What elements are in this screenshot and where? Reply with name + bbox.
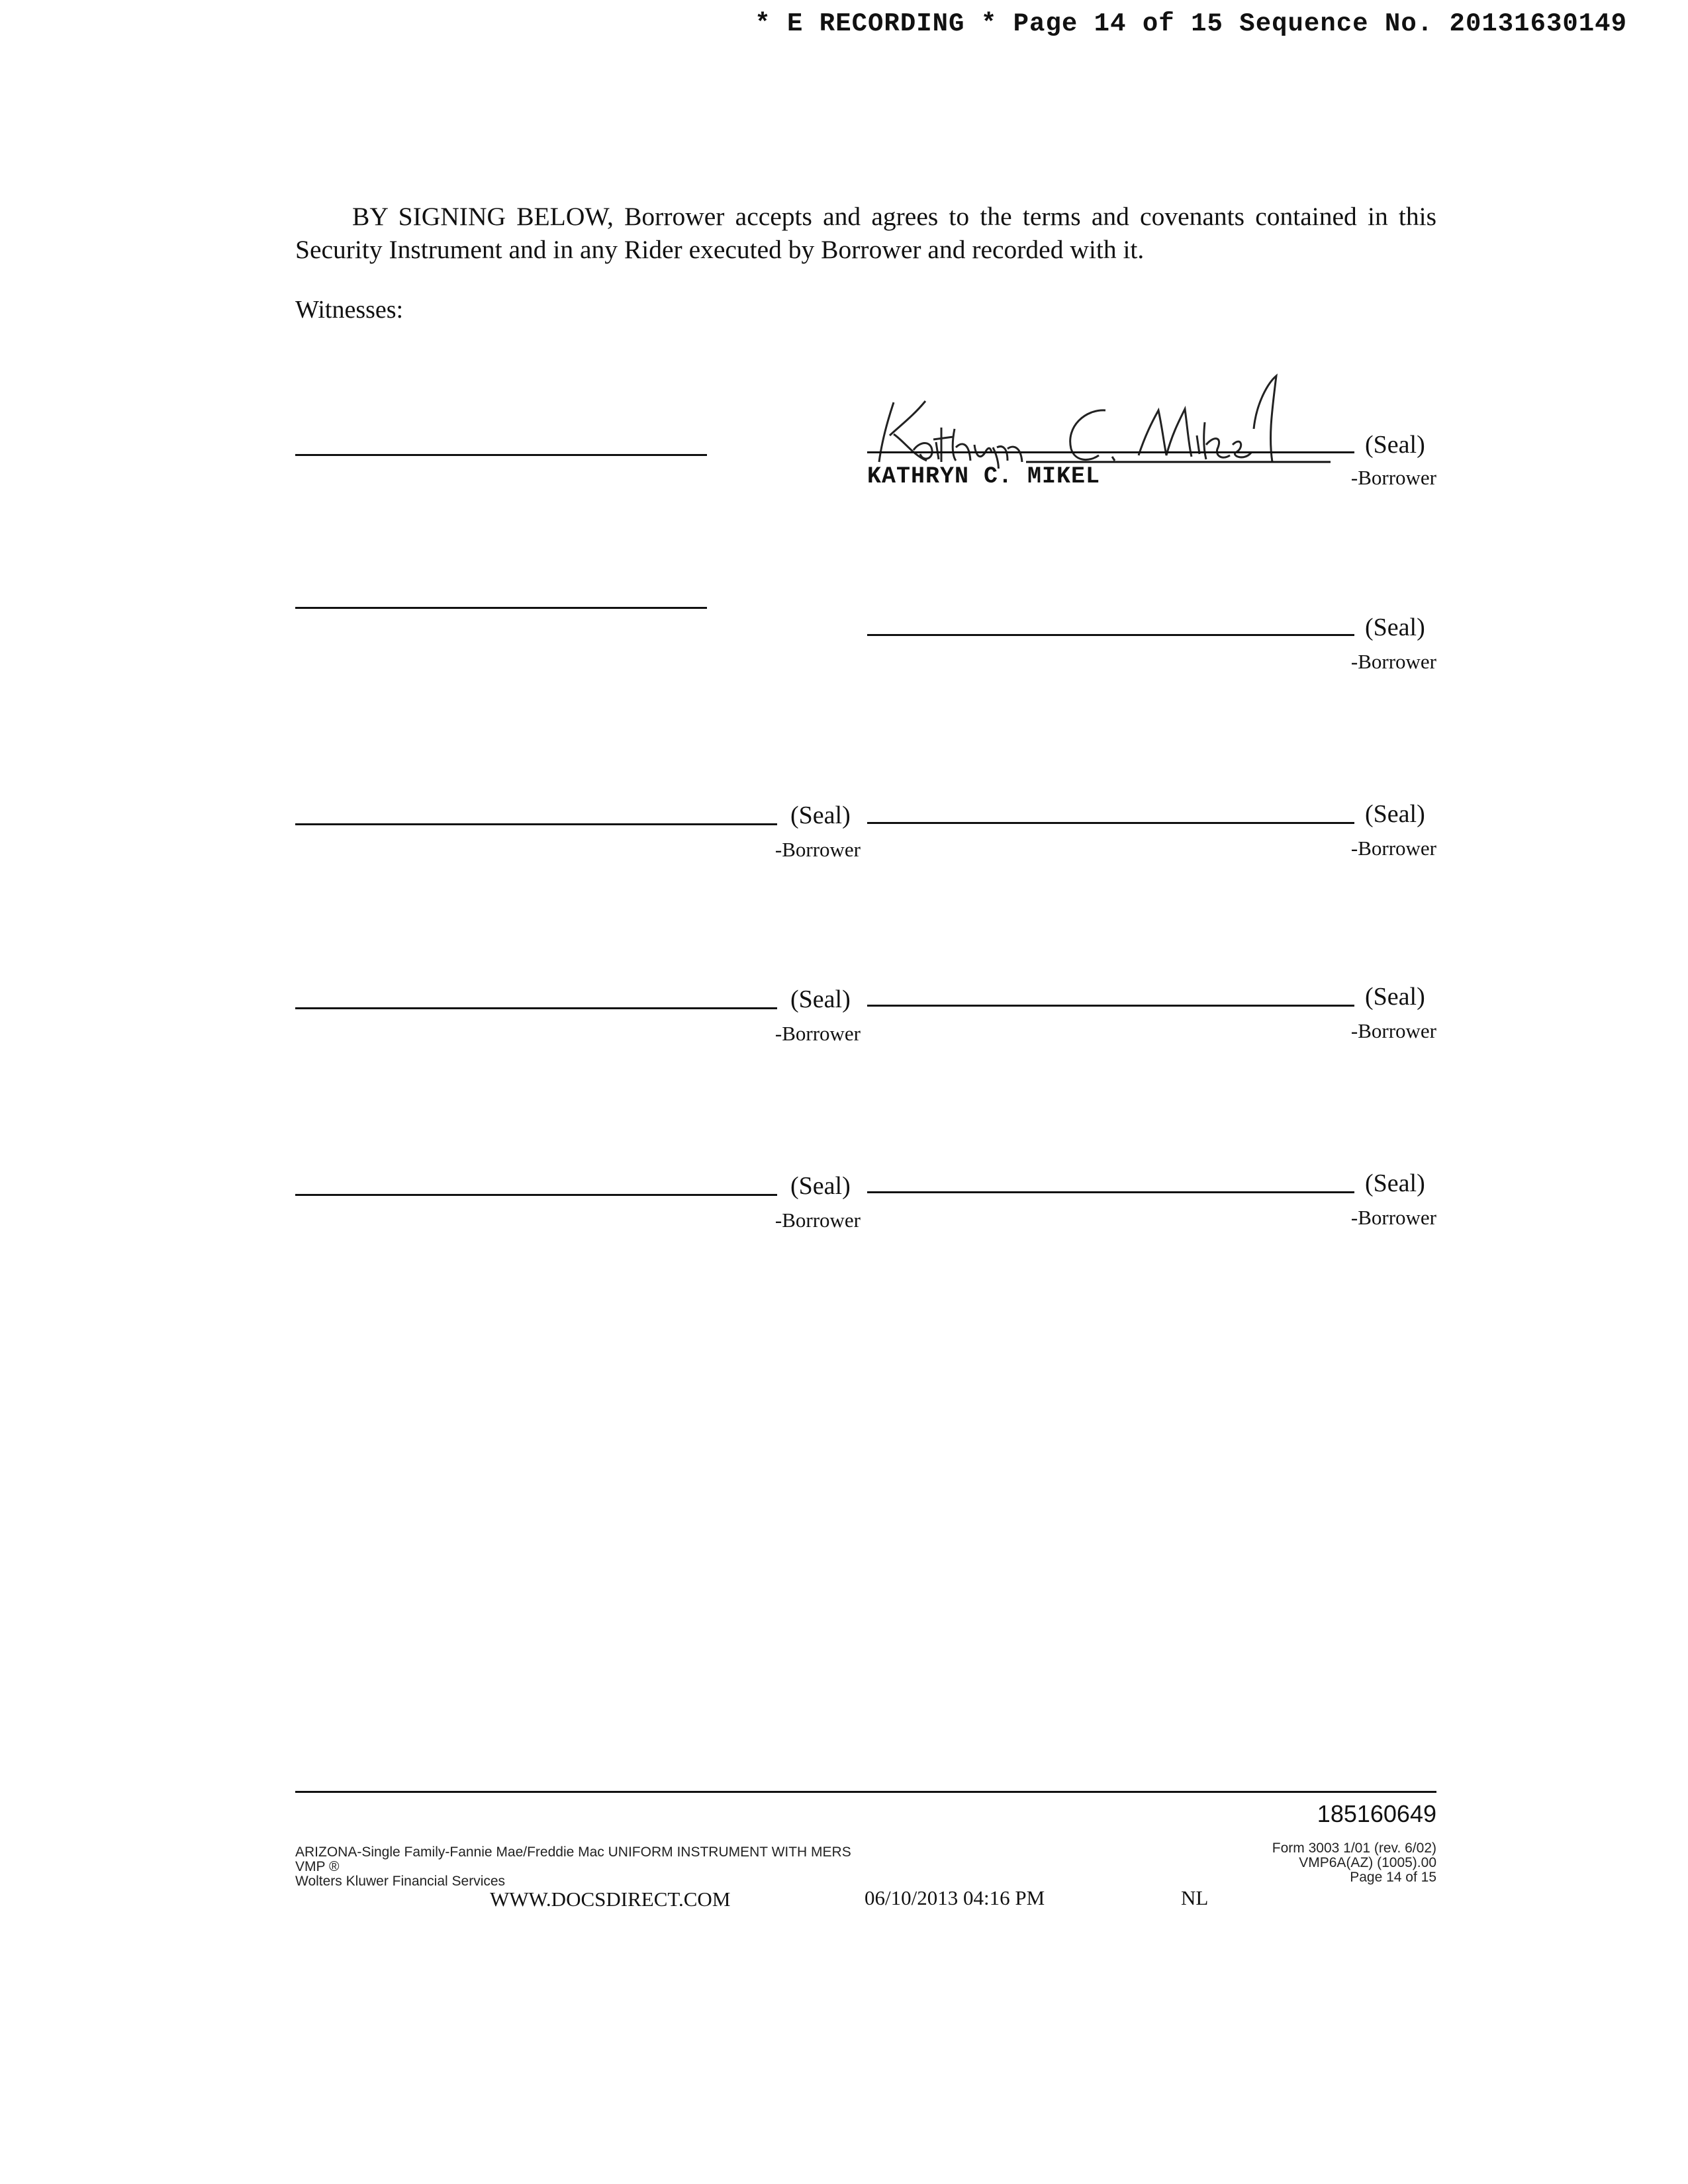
borrower-signature-line-3 — [295, 823, 777, 825]
borrower-role-label: -Borrower — [1350, 650, 1436, 673]
form-info-right — [1272, 1841, 1436, 1885]
borrower-role-label: -Borrower — [1350, 837, 1436, 860]
seal-label: (Seal) — [790, 801, 851, 829]
borrower-signature-line-5 — [295, 1007, 777, 1009]
witnesses-label: Witnesses: — [295, 296, 404, 324]
publisher: Wolters Kluwer Financial Services — [295, 1874, 506, 1889]
form-number: Form 3003 1/01 (rev. 6/02) — [1272, 1841, 1436, 1856]
form-info-left — [295, 1845, 851, 1889]
seal-label: (Seal) — [790, 1172, 851, 1200]
form-code: VMP6A(AZ) (1005).00 — [1299, 1855, 1436, 1870]
seal-label: (Seal) — [1365, 614, 1425, 641]
print-datetime: 06/10/2013 04:16 PM — [865, 1886, 1045, 1909]
borrower-signature-line-6 — [867, 1005, 1354, 1007]
seal-label: (Seal) — [1365, 800, 1425, 828]
initials: NL — [1181, 1886, 1209, 1909]
borrower-signature-line-7 — [295, 1194, 777, 1196]
seal-label: (Seal) — [1365, 983, 1425, 1011]
form-title: ARIZONA-Single Family-Fannie Mae/Freddie Mac UNIFORM INSTRUMENT WITH MERS — [295, 1844, 851, 1860]
seal-label: (Seal) — [1365, 431, 1425, 459]
borrower-role-label: -Borrower — [1350, 466, 1436, 489]
page-number: Page 14 of 15 — [1350, 1870, 1436, 1885]
footer-rule — [295, 1791, 1436, 1793]
borrower-role-label: -Borrower — [774, 1208, 861, 1232]
seal-label: (Seal) — [790, 985, 851, 1013]
borrower-signature-line-2 — [867, 634, 1354, 636]
borrower-signature-line-4 — [867, 822, 1354, 824]
website: WWW.DOCSDIRECT.COM — [490, 1888, 731, 1911]
borrower-role-label: -Borrower — [1350, 1019, 1436, 1042]
borrower-signature-line-8 — [867, 1191, 1354, 1193]
loan-number: 185160649 — [1317, 1800, 1436, 1827]
borrower-signature-line-1 — [867, 451, 1354, 453]
borrower-role-label: -Borrower — [774, 1022, 861, 1045]
borrower-role-label: -Borrower — [1350, 1206, 1436, 1229]
vmp-mark: VMP ® — [295, 1859, 340, 1874]
witness-line-2 — [295, 607, 707, 609]
borrower-name: KATHRYN C. MIKEL — [867, 463, 1101, 490]
seal-label: (Seal) — [1365, 1169, 1425, 1197]
signing-statement: BY SIGNING BELOW, Borrower accepts and agrees to the terms and covenants contained in this Security Instrument and in any Rider executed by Borrower and recorded with it. — [295, 202, 1436, 264]
witness-line-1 — [295, 454, 707, 456]
borrower-role-label: -Borrower — [774, 838, 861, 861]
recording-header: * E RECORDING * Page 14 of 15 Sequence No. 20131630149 — [755, 9, 1627, 38]
